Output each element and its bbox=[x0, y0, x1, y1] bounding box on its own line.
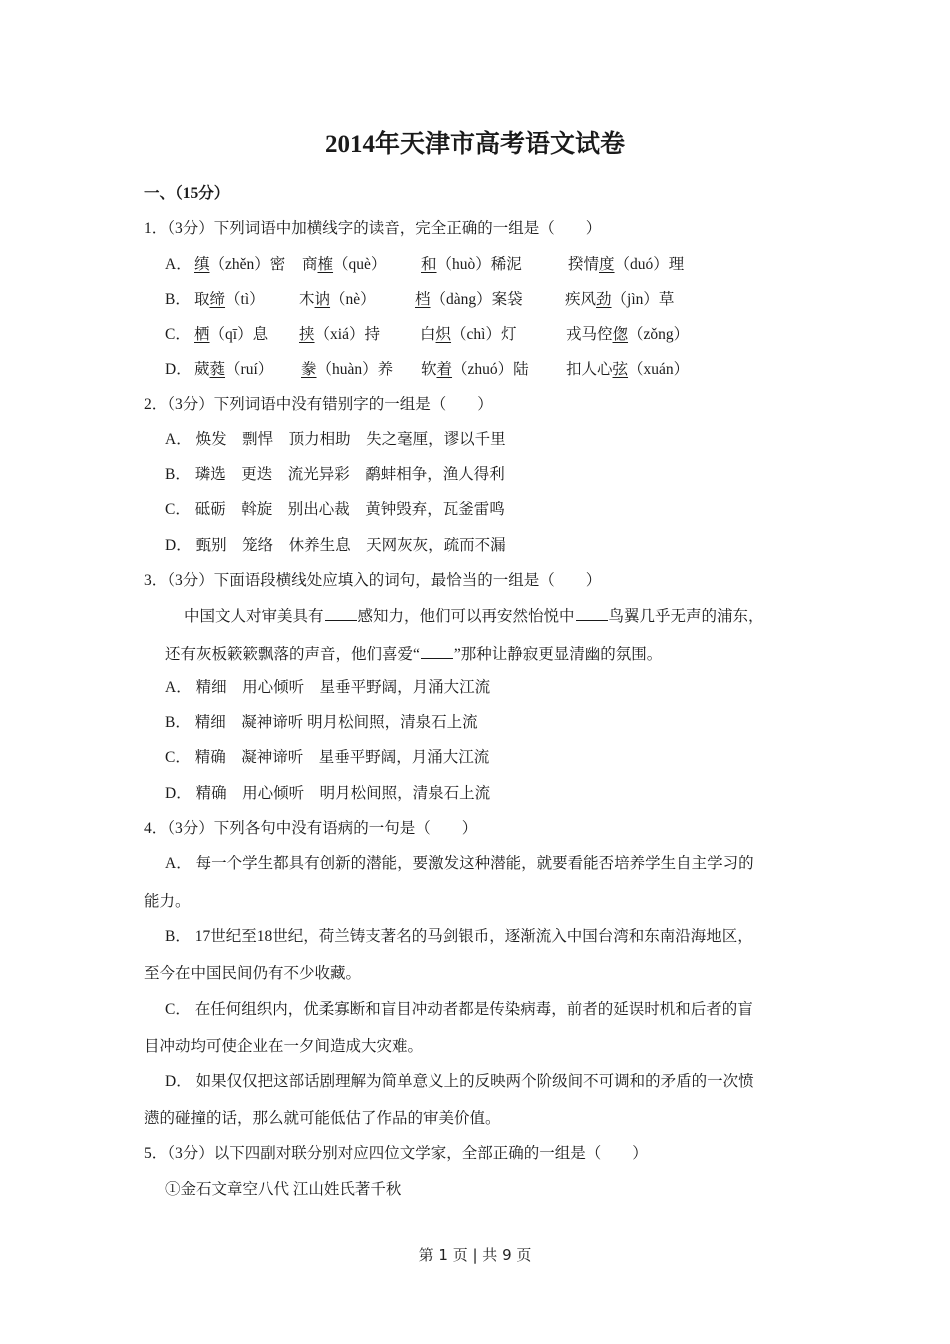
option-item: 栖（qī）息 bbox=[194, 326, 269, 343]
q2-option-d: D． 甄别 笼络 休养生息 天网灰灰，疏而不漏 bbox=[165, 537, 506, 554]
q1-option-a bbox=[165, 255, 805, 275]
question-text: （3分）下列词语中加横线字的读音，完全正确的一组是（ ） bbox=[167, 220, 602, 237]
question-number: 2． bbox=[144, 396, 168, 413]
option-item: 挟（xiá）持 bbox=[299, 326, 380, 343]
q3-option-a: A． 精细 用心倾听 星垂平野阔，月涌大江流 bbox=[165, 679, 491, 696]
question-2-stem bbox=[144, 395, 493, 415]
option-item: 葳蕤（ruí） bbox=[194, 361, 274, 378]
q4-option-d: D． 如果仅仅把这部话剧理解为简单意义上的反映两个阶级间不可调和的矛盾的一次愤 bbox=[165, 1073, 754, 1090]
question-number: 5． bbox=[144, 1145, 168, 1162]
q2-option-a: A． 焕发 剽悍 顶力相助 失之毫厘，谬以千里 bbox=[165, 431, 506, 448]
option-item: 豢（huàn）养 bbox=[301, 361, 394, 378]
q4-option-c-cont: 目冲动均可使企业在一夕间造成大灾难。 bbox=[144, 1038, 424, 1055]
q3-option-b: B． 精细 凝神谛听 明月松间照，清泉石上流 bbox=[165, 714, 478, 731]
question-text: （3分）下列各句中没有语病的一句是（ ） bbox=[167, 820, 478, 837]
question-text: （3分）以下四副对联分别对应四位文学家，全部正确的一组是（ ） bbox=[167, 1145, 648, 1162]
fill-blank bbox=[325, 606, 357, 621]
page-footer: 第 1 页 | 共 9 页 bbox=[418, 1246, 532, 1264]
question-text: （3分）下面语段横线处应填入的词句，最恰当的一组是（ ） bbox=[167, 572, 602, 589]
option-label: D． bbox=[165, 361, 192, 378]
option-item: 木讷（nè） bbox=[299, 291, 376, 308]
q3-option-d: D． 精确 用心倾听 明月松间照，清泉石上流 bbox=[165, 785, 491, 802]
option-item: 白炽（chì）灯 bbox=[420, 326, 517, 343]
q1-option-c bbox=[165, 325, 805, 345]
q4-option-c: C． 在任何组织内，优柔寡断和盲目冲动者都是传染病毒，前者的延误时机和后者的盲 bbox=[165, 1001, 753, 1018]
q2-option-c: C． 砥砺 斡旋 别出心裁 黄钟毁弃，瓦釜雷鸣 bbox=[165, 501, 505, 518]
question-3-stem bbox=[144, 571, 601, 591]
q4-option-d-cont: 懑的碰撞的话，那么就可能低估了作品的审美价值。 bbox=[144, 1110, 501, 1127]
option-item: 扣人心弦（xuán） bbox=[566, 361, 690, 378]
option-label: A． bbox=[165, 256, 192, 273]
option-item: 缜（zhěn）密 bbox=[194, 256, 286, 273]
fill-blank bbox=[576, 606, 608, 621]
q3-option-c: C． 精确 凝神谛听 星垂平野阔，月涌大江流 bbox=[165, 749, 490, 766]
q4-option-a-cont: 能力。 bbox=[144, 893, 191, 910]
q4-option-a: A． 每一个学生都具有创新的潜能，要激发这种潜能，就要看能否培养学生自主学习的 bbox=[165, 855, 754, 872]
q4-option-b: B． 17世纪至18世纪，荷兰铸支著名的马剑银币，逐渐流入中国台湾和东南沿海地区， bbox=[165, 928, 753, 945]
question-5-stem bbox=[144, 1144, 648, 1164]
option-label: B． bbox=[165, 291, 191, 308]
option-item: 揆情度（duó）理 bbox=[568, 256, 685, 273]
q3-passage-line-2: 还有灰板簌簌飘落的声音，他们喜爱“ ”那种让静寂更显清幽的氛围。 bbox=[165, 646, 663, 663]
option-item: 戎马倥偬（zǒng） bbox=[566, 326, 690, 343]
option-item: 疾风劲（jìn）草 bbox=[565, 291, 675, 308]
question-number: 3． bbox=[144, 572, 168, 589]
q3-passage-line-1: 中国文人对审美具有 感知力，他们可以再安然怡悦中 鸟翼几乎无声的浦东， bbox=[184, 608, 764, 625]
q4-option-b-cont: 至今在中国民间仍有不少收藏。 bbox=[144, 965, 362, 982]
option-item: 档（dàng）案袋 bbox=[415, 291, 523, 308]
page-title: 2014年天津市高考语文试卷 bbox=[324, 131, 625, 158]
q5-couplet-1: ①金石文章空八代 江山姓氏著千秋 bbox=[165, 1181, 402, 1198]
question-number: 1． bbox=[144, 220, 168, 237]
q1-option-b bbox=[165, 290, 805, 310]
question-1-stem bbox=[144, 219, 601, 239]
option-item: 商榷（què） bbox=[302, 256, 387, 273]
question-4-stem bbox=[144, 819, 477, 839]
section-heading: 一、（15分） bbox=[144, 185, 230, 202]
option-item: 取缔（tì） bbox=[194, 291, 265, 308]
q2-option-b: B． 璘选 更迭 流光异彩 鹬蚌相争，渔人得利 bbox=[165, 466, 505, 483]
option-label: C． bbox=[165, 326, 191, 343]
q1-option-d bbox=[165, 360, 805, 380]
fill-blank bbox=[421, 644, 453, 659]
option-item: 和（huò）稀泥 bbox=[421, 256, 522, 273]
question-text: （3分）下列词语中没有错别字的一组是（ ） bbox=[167, 396, 493, 413]
question-number: 4． bbox=[144, 820, 168, 837]
option-item: 软着（zhuó）陆 bbox=[421, 361, 529, 378]
